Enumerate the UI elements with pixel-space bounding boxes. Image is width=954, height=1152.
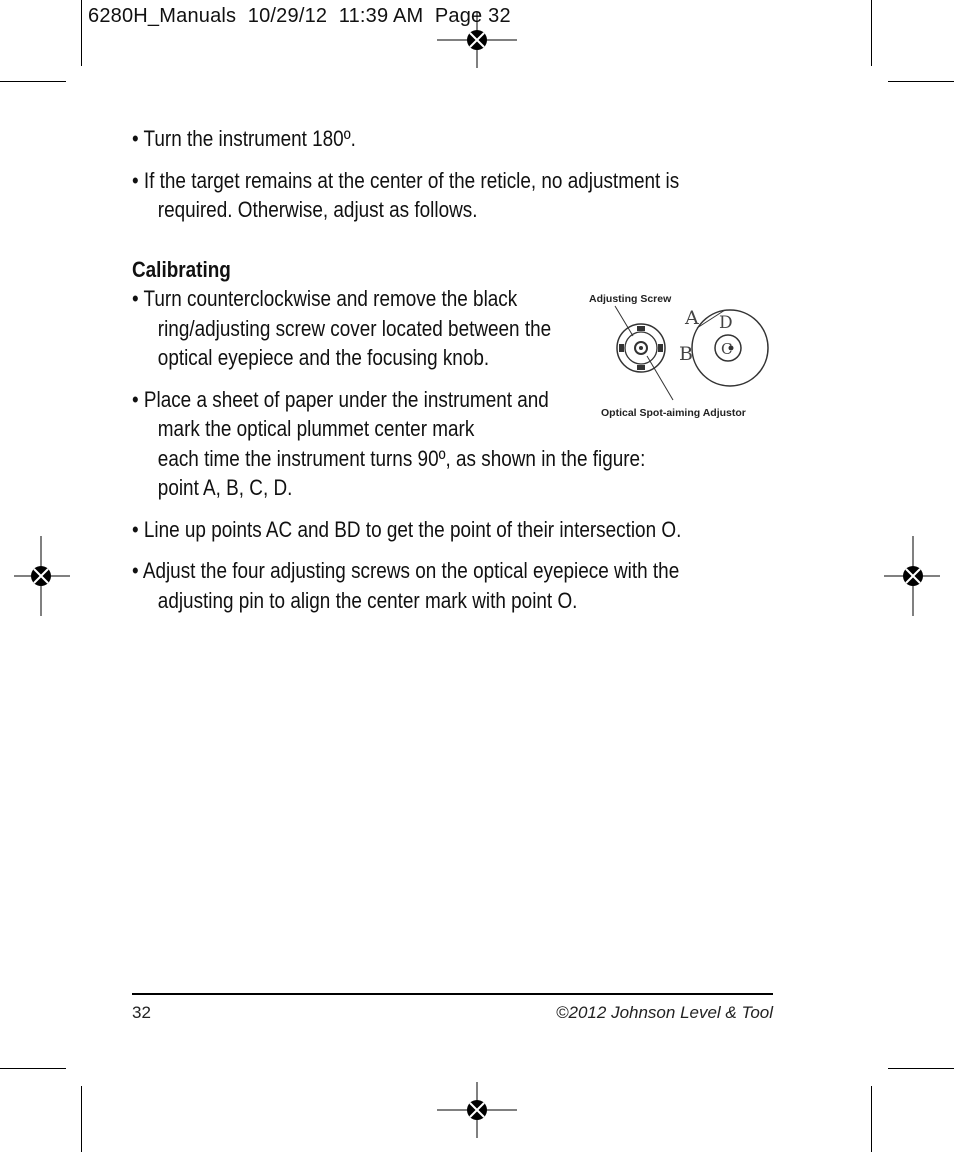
screw-left-icon	[619, 344, 624, 352]
instruction-place-paper-continued: each time the instrument turns 90º, as shown in the figure: point A, B, C, D.	[157, 445, 646, 500]
instruction-remove-cover: • Turn counterclockwise and remove the black ring/adjusting screw cover located between the optical eyepiece and the focusing knob.	[132, 286, 552, 370]
registration-mark-icon	[884, 536, 940, 616]
instruction-line-up-points: • Line up points AC and BD to get the point of their intersection O.	[132, 516, 682, 542]
crop-mark	[81, 0, 82, 66]
copyright-notice: ©2012 Johnson Level & Tool	[556, 1003, 773, 1022]
crop-mark	[0, 81, 66, 82]
figure-label-adjusting-screw: Adjusting Screw	[589, 293, 672, 305]
instruction-adjust-screws: • Adjust the four adjusting screws on the optical eyepiece with the adjusting pin to align the center mark with point O.	[132, 558, 680, 613]
instruction-check-target: • If the target remains at the center of the reticle, no adjustment is required. Otherwise, adjust as follows.	[132, 167, 680, 222]
screw-top-icon	[637, 326, 645, 331]
crop-mark	[871, 1086, 872, 1152]
crop-mark	[0, 1068, 66, 1069]
figure-label-adjustor: Optical Spot-aiming Adjustor	[601, 407, 746, 419]
eyepiece-center-dot	[639, 346, 643, 350]
section-heading: Calibrating	[132, 256, 231, 282]
page-number: 32	[132, 1003, 151, 1022]
figure-point-b: B	[679, 343, 693, 365]
instruction-place-paper: • Place a sheet of paper under the instrument and mark the optical plummet center mark	[132, 386, 549, 441]
figure-point-c: C	[721, 340, 733, 358]
screw-bottom-icon	[637, 365, 645, 370]
crop-mark	[888, 81, 954, 82]
print-slug: 6280H_Manuals 10/29/12 11:39 AM Page 32	[88, 5, 511, 27]
adjustment-figure	[585, 288, 775, 422]
registration-mark-icon	[14, 536, 70, 616]
instruction-turn-180: • Turn the instrument 180º.	[132, 126, 356, 151]
figure-point-a: A	[685, 307, 699, 329]
registration-mark-icon	[437, 1082, 517, 1138]
crop-mark	[871, 0, 872, 66]
figure-point-d: D	[719, 313, 733, 333]
crop-mark	[81, 1086, 82, 1152]
footer-rule	[132, 993, 773, 995]
crop-mark	[888, 1068, 954, 1069]
screw-right-icon	[658, 344, 663, 352]
registration-mark-icon	[437, 12, 517, 68]
